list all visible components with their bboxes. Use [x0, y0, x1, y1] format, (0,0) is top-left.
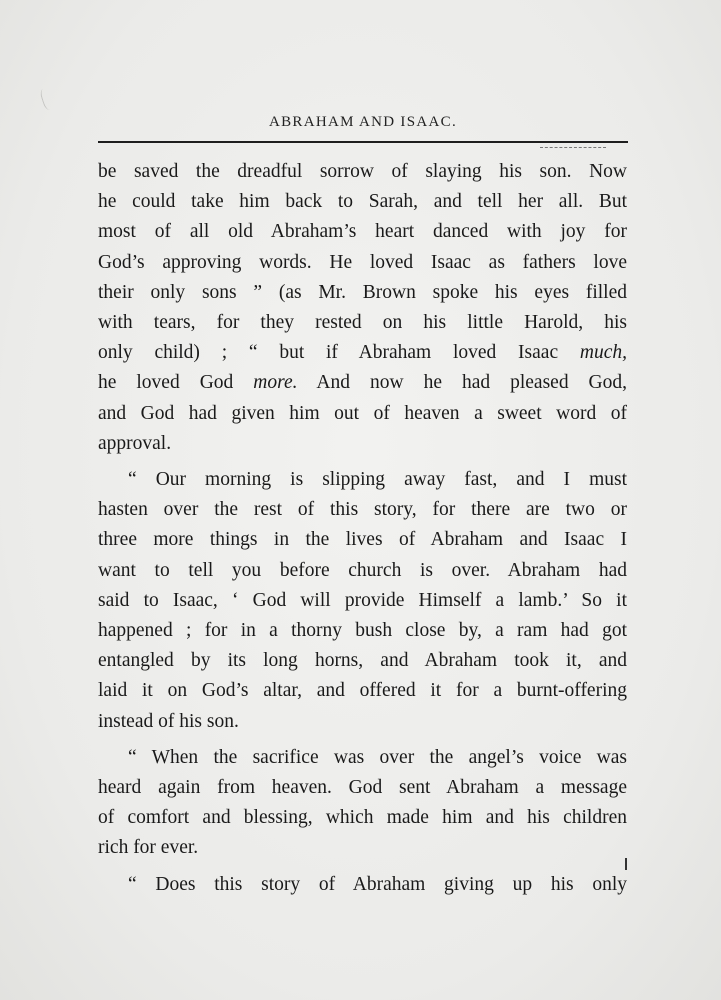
text-line	[98, 525, 627, 555]
italic-word: more.	[253, 372, 298, 394]
text-line	[98, 399, 627, 429]
text-line	[98, 495, 627, 525]
line-text: God’s approving words. He loved Isaac as fathers love	[98, 251, 627, 273]
text-line	[98, 278, 627, 308]
text-line	[98, 803, 627, 833]
text-line	[98, 338, 627, 368]
line-text: happened ; for in a thorny bush close by, a ram had got	[98, 620, 627, 642]
line-text: he loved God	[98, 372, 254, 394]
line-text: and God had given him out of heaven a sweet word of	[98, 402, 627, 424]
line-text: “ Does this story of Abraham giving up his only	[128, 873, 627, 895]
line-text: “ When the sacrifice was over the angel’s voice was	[128, 746, 627, 768]
line-text: entangled by its long horns, and Abraham took it, and	[98, 650, 627, 672]
margin-stray-mark	[39, 87, 56, 111]
text-line	[98, 248, 627, 278]
line-text: And now he had pleased God,	[297, 372, 628, 394]
header-rule	[98, 141, 628, 143]
line-text: their only sons ” (as Mr. Brown spoke his eyes filled	[98, 281, 627, 303]
text-line	[98, 707, 627, 737]
header-rule-dash	[540, 147, 606, 148]
text-line	[98, 773, 627, 803]
line-text: rich for ever.	[98, 837, 199, 859]
line-text: he could take him back to Sarah, and tell her all. But	[98, 191, 627, 213]
line-text: of comfort and blessing, which made him and his children	[98, 807, 627, 829]
text-line	[98, 308, 627, 338]
line-text: most of all old Abraham’s heart danced with joy for	[98, 221, 627, 243]
text-line	[98, 429, 627, 459]
line-text: want to tell you before church is over. Abraham had	[98, 559, 627, 581]
body-text	[98, 157, 627, 900]
line-text: approval.	[98, 432, 172, 454]
text-line	[98, 465, 627, 495]
text-line	[98, 586, 627, 616]
line-text: with tears, for they rested on his little Harold, his	[98, 312, 627, 334]
text-line	[98, 646, 627, 676]
line-text: instead of his son.	[98, 710, 239, 732]
line-text: be saved the dreadful sorrow of slaying his son. Now	[98, 161, 627, 182]
text-line	[98, 217, 627, 247]
line-text: laid it on God’s altar, and offered it for a burnt-offering	[98, 680, 627, 702]
text-line	[98, 368, 627, 398]
line-text: three more things in the lives of Abraham and Isaac I	[98, 529, 627, 551]
text-line	[98, 743, 627, 773]
line-text: only child) ; “ but if Abraham loved Isaac	[98, 342, 580, 364]
line-text: said to Isaac, ‘ God will provide Himself a lamb.’ So it	[98, 589, 627, 611]
text-line	[98, 833, 627, 863]
line-text: heard again from heaven. God sent Abraham a message	[98, 777, 627, 799]
text-line	[98, 616, 627, 646]
running-head: ABRAHAM AND ISAAC.	[268, 114, 457, 130]
text-line	[98, 676, 627, 706]
italic-word: much,	[579, 342, 627, 364]
text-line	[98, 556, 627, 586]
margin-tick-mark	[625, 858, 627, 870]
text-line	[98, 870, 627, 900]
text-line	[98, 187, 627, 217]
text-line	[98, 157, 627, 187]
line-text: “ Our morning is slipping away fast, and I must	[128, 469, 627, 491]
line-text: hasten over the rest of this story, for there are two or	[98, 499, 627, 521]
